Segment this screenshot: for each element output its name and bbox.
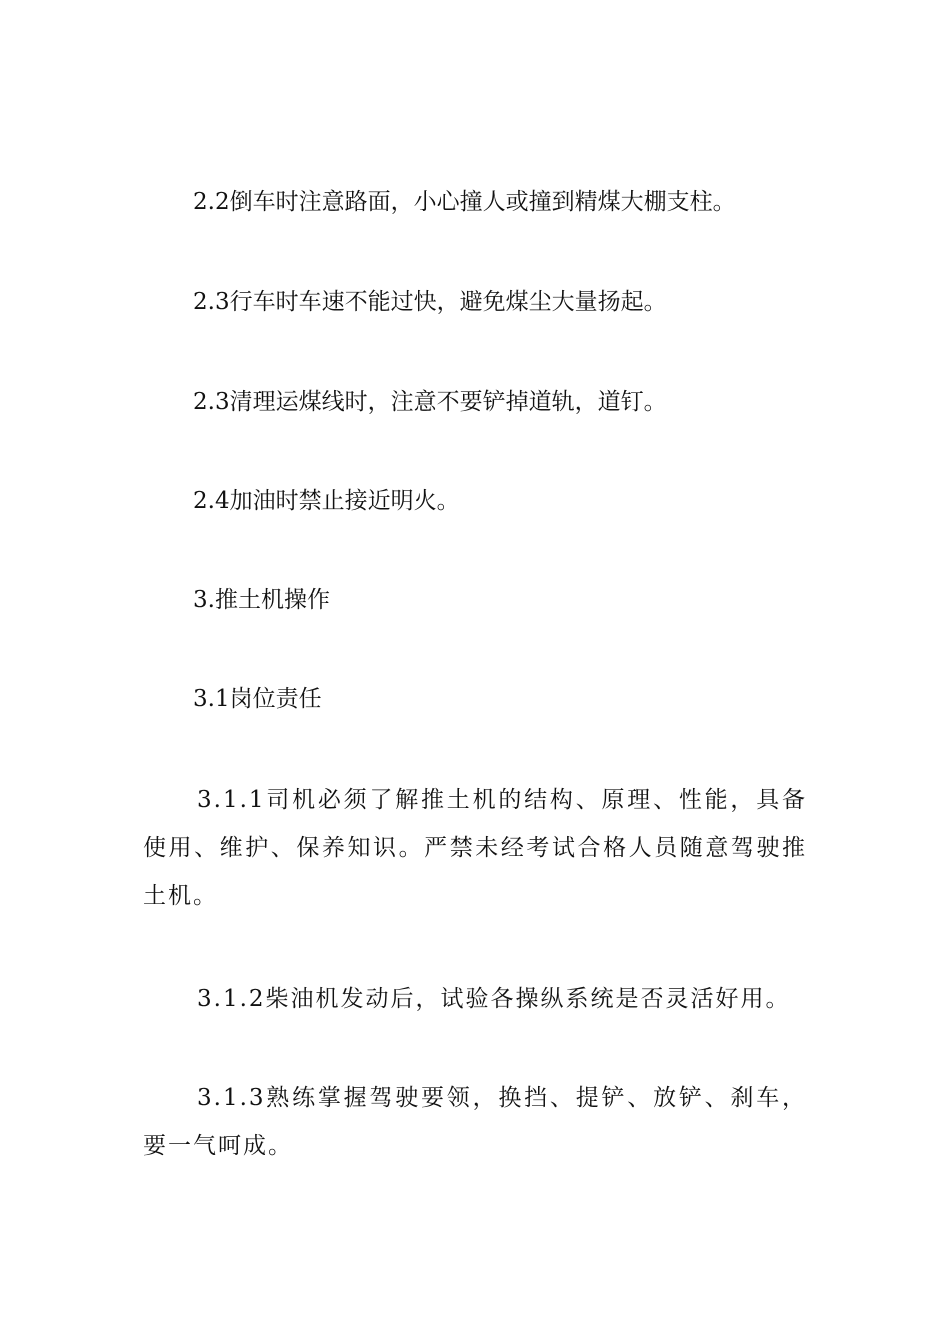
heading-3: 3.推土机操作 — [193, 587, 330, 613]
paragraph-2-3-clean: 2.3清理运煤线时，注意不要铲掉道轨，道钉。 — [193, 389, 667, 415]
paragraph-3-1-1: 3.1.1司机必须了解推土机的结构、原理、性能，具备使用、维护、保养知识。严禁未经考试合格人员随意驾驶推土机。 — [143, 787, 807, 909]
paragraph-2-3-speed: 2.3行车时车速不能过快，避免煤尘大量扬起。 — [193, 289, 667, 315]
heading-3-1: 3.1岗位责任 — [193, 686, 322, 712]
paragraph-3-1-3: 3.1.3熟练掌握驾驶要领，换挡、提铲、放铲、刹车，要一气呵成。 — [143, 1085, 807, 1159]
paragraph-3-1-2: 3.1.2柴油机发动后，试验各操纵系统是否灵活好用。 — [197, 986, 791, 1012]
paragraph-2-2: 2.2倒车时注意路面，小心撞人或撞到精煤大棚支柱。 — [193, 189, 736, 215]
paragraph-2-4: 2.4加油时禁止接近明火。 — [193, 488, 460, 514]
